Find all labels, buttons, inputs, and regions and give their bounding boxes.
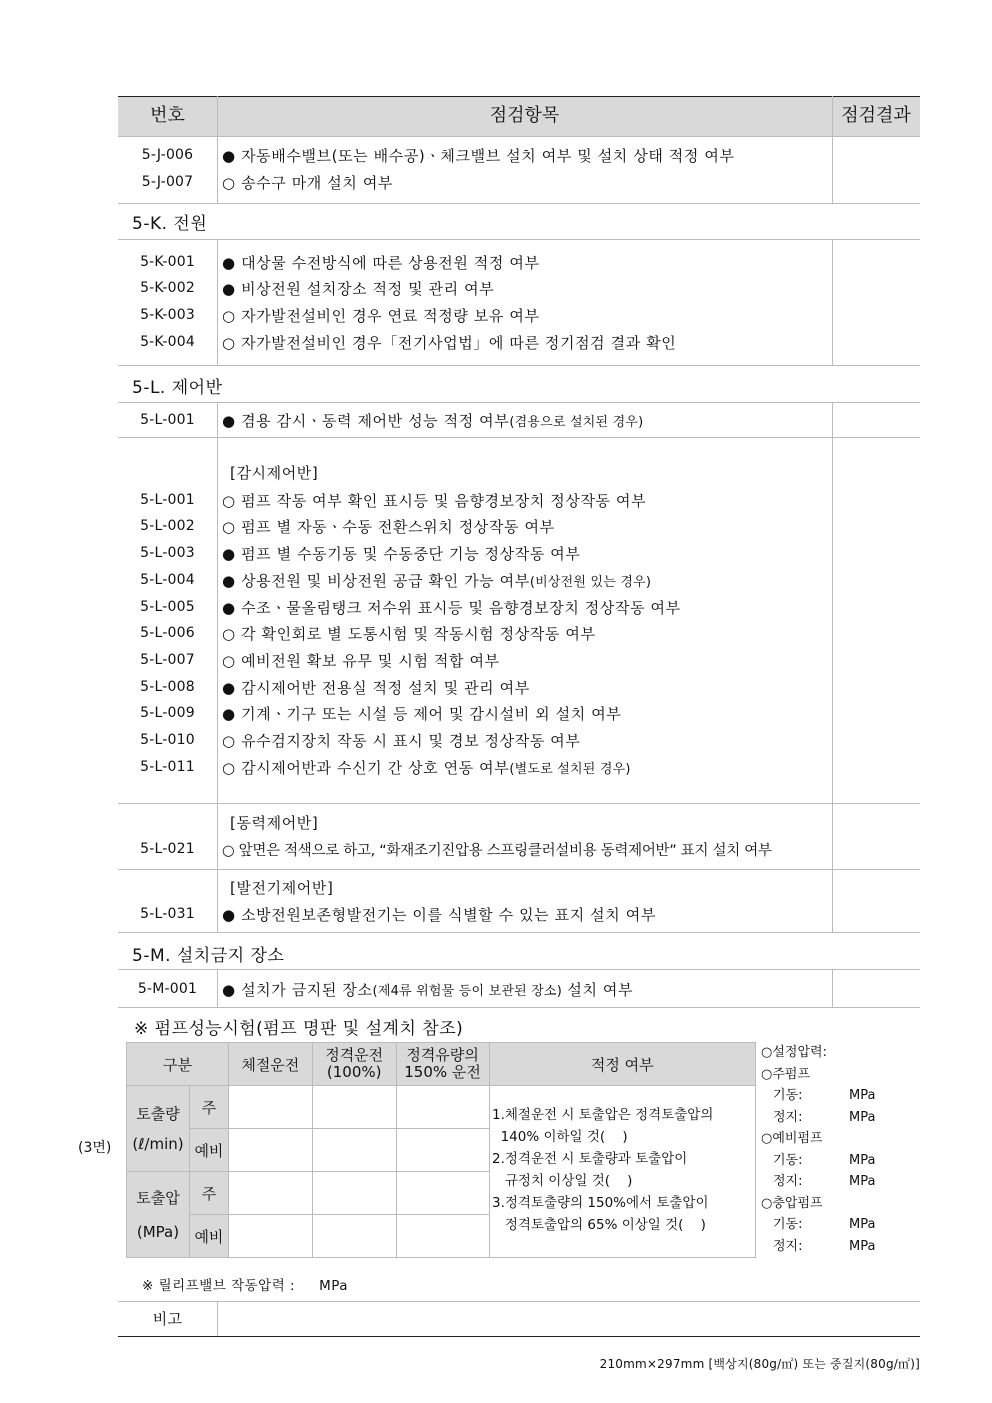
- check-item: ○ 각 확인회로 별 도통시험 및 작동시험 정상작동 여부: [222, 625, 596, 643]
- subsection-power: [동력제어반]: [230, 814, 319, 832]
- check-item: ● 펌프 별 수동기동 및 수동중단 기능 정상작동 여부: [222, 545, 581, 563]
- spare-label: 예비: [189, 1215, 228, 1258]
- open-bullet-icon: ○: [222, 732, 236, 750]
- filled-bullet-icon: ●: [222, 147, 236, 165]
- open-bullet-icon: ○: [222, 492, 236, 510]
- row-code: 5-L-001: [140, 492, 195, 508]
- filled-bullet-icon: ●: [222, 679, 236, 697]
- header-no: 번호: [150, 105, 185, 126]
- row-code: 5-J-007: [141, 174, 194, 190]
- open-bullet-icon: ○: [222, 174, 236, 192]
- check-item: ● 비상전원 설치장소 적정 및 관리 여부: [222, 280, 495, 298]
- row-code: 5-L-021: [140, 841, 195, 857]
- filled-bullet-icon: ●: [222, 906, 236, 924]
- check-item: ● 기계ㆍ기구 또는 시설 등 제어 및 감시설비 외 설치 여부: [222, 705, 622, 723]
- pump-criteria: 1.체절운전 시 토출압은 정격토출압의 140% 이하일 것( ) 2.정격운전 시 토출량과 토출압이 규정치 이상일 것( ) 3.정격토출량의 150%에서 토출압이 정격토출압의 65% 이상일 것( ): [492, 1107, 714, 1233]
- open-bullet-icon: ○: [222, 843, 235, 859]
- pressure-spare-150[interactable]: [396, 1215, 489, 1258]
- row-code: 5-L-006: [140, 625, 195, 641]
- check-item: ● 자동배수밸브(또는 배수공)ㆍ체크밸브 설치 여부 및 설치 상태 적정 여부: [222, 147, 735, 165]
- discharge-label: 토출량 (ℓ/min): [127, 1086, 190, 1172]
- main-label: 주: [189, 1172, 228, 1215]
- check-item: ○ 유수검지장치 작동 시 표시 및 경보 정상작동 여부: [222, 732, 581, 750]
- open-bullet-icon: ○: [222, 759, 236, 777]
- check-item: ● 감시제어반 전용실 적정 설치 및 관리 여부: [222, 679, 530, 697]
- remarks-label: 비고: [152, 1310, 183, 1328]
- section-title-k: 5-K. 전원: [132, 214, 208, 234]
- row-code: 5-L-031: [140, 906, 195, 922]
- open-bullet-icon: ○: [222, 652, 236, 670]
- row-code: 5-K-002: [140, 280, 195, 296]
- filled-bullet-icon: ●: [222, 572, 236, 590]
- check-item: ● 겸용 감시ㆍ동력 제어반 성능 적정 여부(겸용으로 설치된 경우): [222, 412, 644, 430]
- row-code: 5-K-004: [140, 334, 195, 350]
- check-item: ● 소방전원보존형발전기는 이를 식별할 수 있는 표지 설치 여부: [222, 906, 656, 924]
- check-item: ○ 감시제어반과 수신기 간 상호 연동 여부(별도로 설치된 경우): [222, 759, 631, 777]
- check-item: ○ 앞면은 적색으로 하고, “화재조기진압용 스프링클러설비용 동력제어반” 표지 설치 여부: [222, 843, 772, 859]
- check-item: ● 상용전원 및 비상전원 공급 확인 가능 여부(비상전원 있는 경우): [222, 572, 652, 590]
- row-code: 5-L-001: [140, 412, 195, 428]
- header-result: 점검결과: [841, 105, 911, 126]
- col-ok: 적정 여부: [489, 1043, 755, 1086]
- discharge-main-150[interactable]: [396, 1086, 489, 1129]
- pressure-label: 토출압 (MPa): [127, 1172, 190, 1258]
- filled-bullet-icon: ●: [222, 280, 236, 298]
- row-code: 5-K-001: [140, 254, 195, 270]
- row-code: 5-L-011: [140, 759, 195, 775]
- row-code: 5-L-003: [140, 545, 195, 561]
- filled-bullet-icon: ●: [222, 599, 236, 617]
- open-bullet-icon: ○: [222, 625, 236, 643]
- check-item: ○ 펌프 별 자동ㆍ수동 전환스위치 정상작동 여부: [222, 518, 555, 536]
- discharge-spare-shutoff[interactable]: [228, 1129, 312, 1172]
- paper-spec: 210mm×297mm [백상지(80g/㎡) 또는 중질지(80g/㎡)]: [599, 1357, 920, 1371]
- pump-test-title: ※ 펌프성능시험(펌프 명판 및 설계치 참조): [134, 1019, 464, 1039]
- row-code: 5-L-009: [140, 705, 195, 721]
- spare-label: 예비: [189, 1129, 228, 1172]
- filled-bullet-icon: ●: [222, 981, 236, 999]
- check-item: ○ 예비전원 확보 유무 및 시험 적합 여부: [222, 652, 500, 670]
- row-code: 5-L-007: [140, 652, 195, 668]
- discharge-main-shutoff[interactable]: [228, 1086, 312, 1129]
- check-item: ○ 펌프 작동 여부 확인 표시등 및 음향경보장치 정상작동 여부: [222, 492, 647, 510]
- row-code: 5-L-010: [140, 732, 195, 748]
- open-bullet-icon: ○: [222, 518, 236, 536]
- check-item: ○ 송수구 마개 설치 여부: [222, 174, 393, 192]
- row-code: 5-L-002: [140, 518, 195, 534]
- subsection-monitor: [감시제어반]: [230, 464, 319, 482]
- discharge-spare-150[interactable]: [396, 1129, 489, 1172]
- filled-bullet-icon: ●: [222, 254, 236, 272]
- check-item: ● 설치가 금지된 장소(제4류 위험물 등이 보관된 장소) 설치 여부: [222, 981, 634, 999]
- pressure-main-rated[interactable]: [312, 1172, 396, 1215]
- section-title-m: 5-M. 설치금지 장소: [132, 946, 285, 966]
- filled-bullet-icon: ●: [222, 545, 236, 563]
- set-pressure-panel: ○설정압력: ○주펌프 기동: MPa 정지: MPa ○예비펌프 기동: MPa 정지: MPa ○충압펌프 기동: MPa 정지: MPa: [761, 1045, 876, 1254]
- filled-bullet-icon: ●: [222, 412, 236, 430]
- subsection-generator: [발전기제어반]: [230, 879, 334, 897]
- relief-valve: ※ 릴리프밸브 작동압력 : MPa: [142, 1278, 349, 1294]
- check-item: ○ 자가발전설비인 경우「전기사업법」에 따른 정기점검 결과 확인: [222, 334, 677, 352]
- check-item: ○ 자가발전설비인 경우 연료 적정량 보유 여부: [222, 307, 540, 325]
- remarks-field[interactable]: [218, 1302, 918, 1335]
- col-shutoff: 체절운전: [228, 1043, 312, 1086]
- row-code: 5-J-006: [141, 147, 194, 163]
- col-150: 정격유량의 150% 운전: [396, 1043, 489, 1086]
- pressure-spare-rated[interactable]: [312, 1215, 396, 1258]
- header-item: 점검항목: [489, 105, 560, 126]
- check-item: ● 수조ㆍ물올림탱크 저수위 표시등 및 음향경보장치 정상작동 여부: [222, 599, 681, 617]
- pressure-main-shutoff[interactable]: [228, 1172, 312, 1215]
- pressure-main-150[interactable]: [396, 1172, 489, 1215]
- pressure-spare-shutoff[interactable]: [228, 1215, 312, 1258]
- discharge-main-rated[interactable]: [312, 1086, 396, 1129]
- discharge-spare-rated[interactable]: [312, 1129, 396, 1172]
- page-number: (3면): [78, 1140, 112, 1156]
- open-bullet-icon: ○: [222, 334, 236, 352]
- col-rated: 정격운전 (100%): [312, 1043, 396, 1086]
- filled-bullet-icon: ●: [222, 705, 236, 723]
- section-title-l: 5-L. 제어반: [132, 378, 223, 398]
- main-label: 주: [189, 1086, 228, 1129]
- row-code: 5-L-005: [140, 599, 195, 615]
- row-code: 5-M-001: [137, 981, 198, 997]
- open-bullet-icon: ○: [222, 307, 236, 325]
- row-code: 5-K-003: [140, 307, 195, 323]
- col-gubun: 구분: [127, 1043, 229, 1086]
- row-code: 5-L-004: [140, 572, 195, 588]
- row-code: 5-L-008: [140, 679, 195, 695]
- check-item: ● 대상물 수전방식에 따른 상용전원 적정 여부: [222, 254, 540, 272]
